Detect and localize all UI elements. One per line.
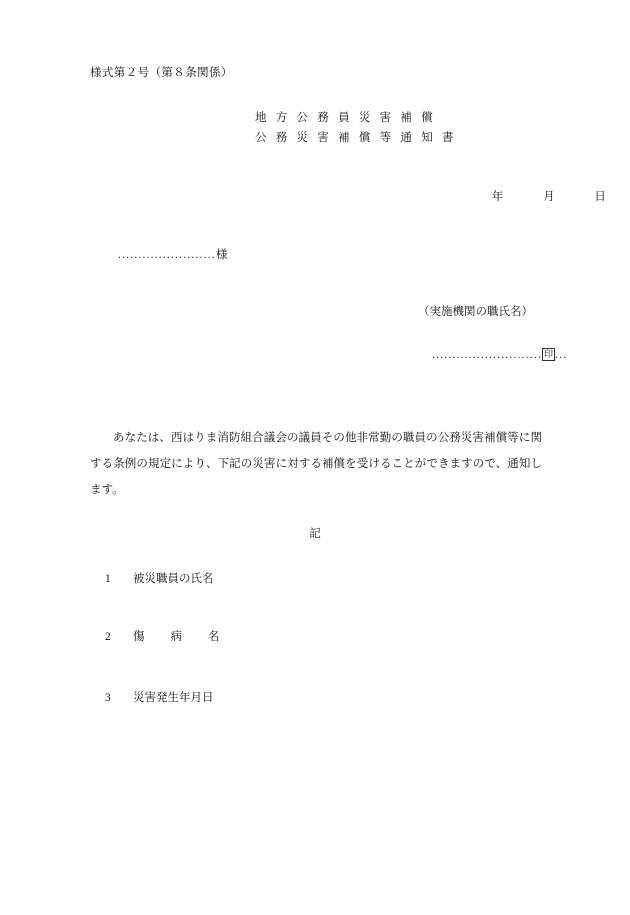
issuer-title: （実施機関の職氏名） <box>418 306 533 318</box>
form-number-heading: 様式第２号（第８条関係） <box>90 67 233 79</box>
issuer-name-line <box>432 349 567 362</box>
issuer-name-blank: ........................... <box>432 349 543 361</box>
ki-marker: 記 <box>309 528 321 540</box>
seal-icon: 印 <box>544 349 554 359</box>
date-month-label: 月 <box>543 191 555 203</box>
date-year-label: 年 <box>491 191 504 203</box>
document-title-line-1: 地 方 公 務 員 災 害 補 償 <box>255 112 436 124</box>
date-day-label: 日 <box>594 191 606 203</box>
item-number: 2 <box>105 631 111 643</box>
item-label-part-c: 名 <box>208 631 220 643</box>
item-number: 1 <box>105 573 111 585</box>
document-title-line-2: 公 務 災 害 補 償 等 通 知 書 <box>255 132 457 144</box>
item-number: 3 <box>105 692 111 704</box>
body-paragraph: あなたは、西はりま消防組合議会の議員その他非常勤の職員の公務災害補償等に関する条例の規定により、下記の災害に対する補償を受けることができますので、通知します。 <box>90 432 542 496</box>
list-item <box>105 628 220 644</box>
addressee-name-blank: ........................ <box>118 249 216 261</box>
addressee-honorific: 様 <box>215 249 228 261</box>
seal-stamp <box>542 349 555 362</box>
date-line <box>455 188 606 204</box>
list-item <box>105 689 214 705</box>
item-label-part-a: 傷 <box>133 631 145 643</box>
list-item <box>105 570 214 586</box>
issuer-trailing-blank: ... <box>555 349 568 361</box>
item-label: 被災職員の氏名 <box>133 573 214 585</box>
item-label: 災害発生年月日 <box>133 692 214 704</box>
document-title-block <box>255 108 457 148</box>
item-label-part-b: 病 <box>170 631 182 643</box>
addressee-line <box>118 246 227 262</box>
